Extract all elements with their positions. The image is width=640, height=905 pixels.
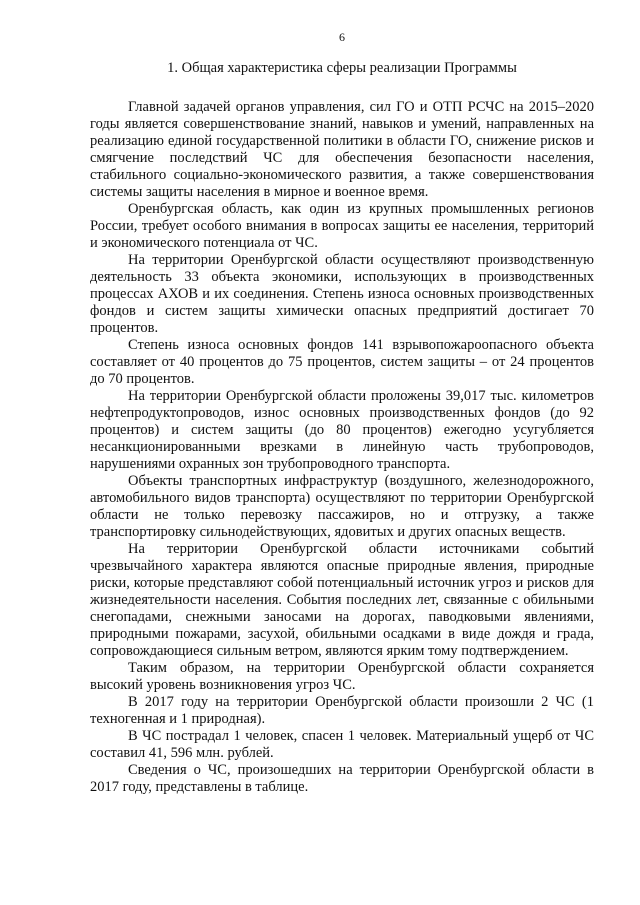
paragraph: На территории Оренбургской области источниками событий чрезвычайного характера являются опасные природные явления, природные риски, которые представляют собой потенциальный источник угроз и рисков для жизнедеятельности населения. События последних лет, связанные с обильными снегопадами, снежными заносами на дорогах, паводковыми явлениями, природными пожарами, засухой, обильными осадками в виде дождя и града, сопровождающиеся сильным ветром, являются ярким тому подтверждением. [90, 541, 594, 659]
paragraph: Степень износа основных фондов 141 взрывопожароопасного объекта составляет от 40 процентов до 75 процентов, систем защиты – от 24 процентов до 70 процентов. [90, 337, 594, 387]
paragraph: В 2017 году на территории Оренбургской области произошли 2 ЧС (1 техногенная и 1 природная). [90, 694, 594, 727]
paragraph: Сведения о ЧС, произошедших на территории Оренбургской области в 2017 году, представлены в таблице. [90, 762, 594, 795]
paragraph: Таким образом, на территории Оренбургской области сохраняется высокий уровень возникновения угроз ЧС. [90, 660, 594, 693]
paragraph: Оренбургская область, как один из крупных промышленных регионов России, требует особого внимания в вопросах защиты ее населения, территорий и экономического потенциала от ЧС. [90, 201, 594, 251]
paragraph: Объекты транспортных инфраструктур (воздушного, железнодорожного, автомобильного видов транспорта) осуществляют по территории Оренбургской области не только перевозку пассажиров, но и отгрузку, а также транспортировку сильнодействующих, ядовитых и других опасных веществ. [90, 473, 594, 540]
paragraph: На территории Оренбургской области осуществляют производственную деятельность 33 объекта экономики, использующих в производственных процессах АХОВ и их соединения. Степень износа основных производственных фондов и систем защиты химически опасных предприятий достигает 70 процентов. [90, 252, 594, 336]
body-text [90, 99, 594, 796]
page-number: 6 [339, 30, 345, 44]
paragraph: Главной задачей органов управления, сил ГО и ОТП РСЧС на 2015–2020 годы является совершенствование знаний, навыков и умений, направленных на реализацию единой государственной политики в области ГО, снижение рисков и смягчение последствий ЧС для обеспечения безопасности населения, стабильного социально-экономического развития, а также совершенствования системы защиты населения в мирное и военное время. [90, 99, 594, 200]
paragraph: На территории Оренбургской области проложены 39,017 тыс. километров нефтепродуктопроводов, износ основных производственных фондов (до 92 процентов) и систем защиты (до 80 процентов) ежегодно усугубляется несанкционированными врезками в линейную часть трубопроводов, нарушениями охранных зон трубопроводного транспорта. [90, 388, 594, 472]
paragraph: В ЧС пострадал 1 человек, спасен 1 человек. Материальный ущерб от ЧС составил 41, 596 млн. рублей. [90, 728, 594, 761]
section-heading: 1. Общая характеристика сферы реализации Программы [167, 60, 517, 76]
